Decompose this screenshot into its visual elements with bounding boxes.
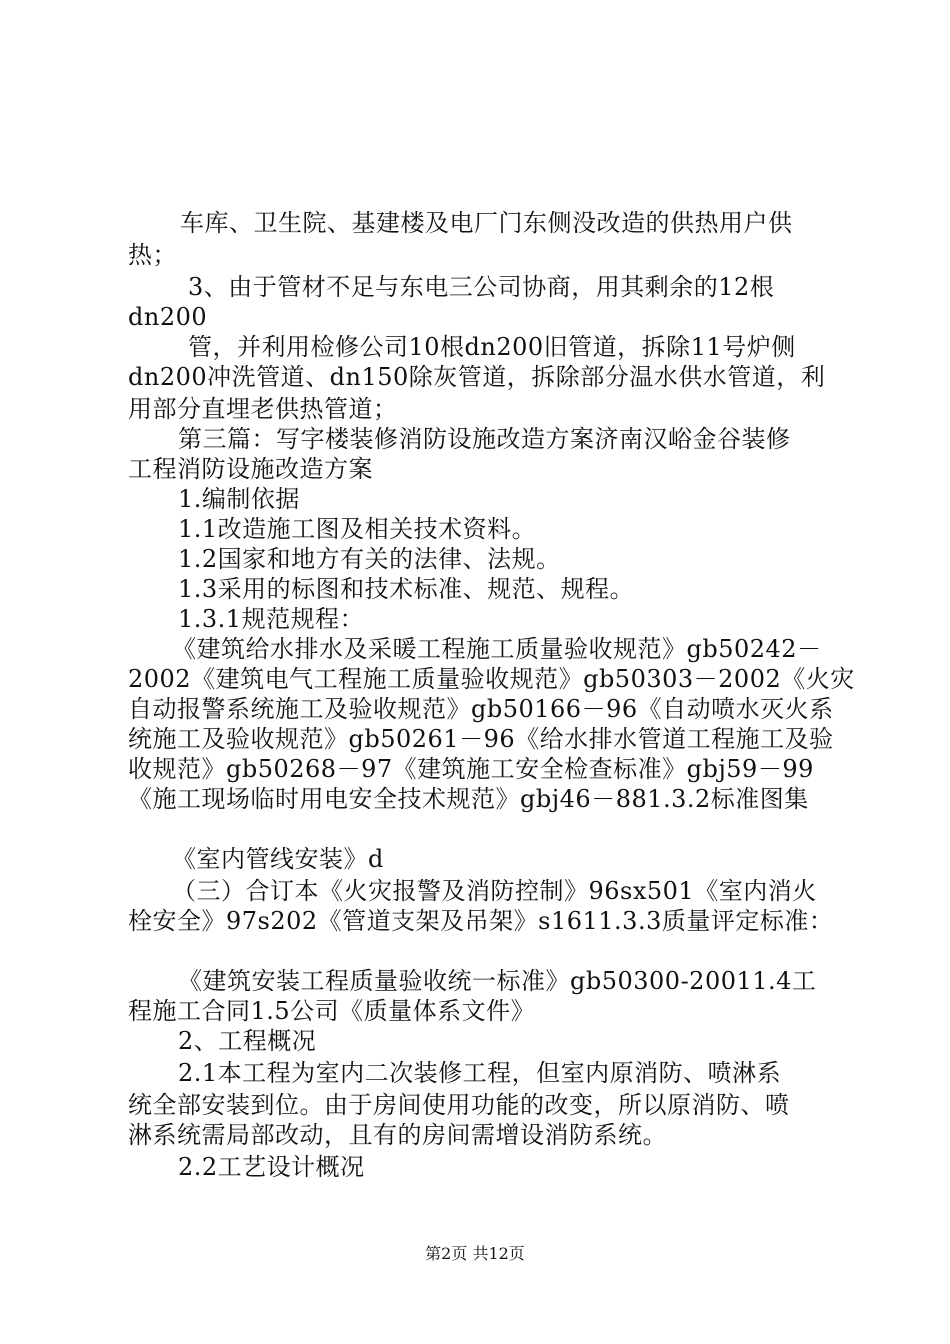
text-line: 《建筑安装工程质量验收统一标准》gb50300-20011.4工 <box>178 967 817 995</box>
text-line: 工程消防设施改造方案 <box>128 455 373 483</box>
text-line: 淋系统需局部改动，且有的房间需增设消防系统。 <box>128 1121 667 1149</box>
text-line: 程施工合同1.5公司《质量体系文件》 <box>128 997 536 1025</box>
text-line: 用部分直埋老供热管道； <box>128 395 398 423</box>
text-line: 2002《建筑电气工程施工质量验收规范》gb50303－2002《火灾 <box>128 665 855 693</box>
text-line: 2、工程概况 <box>178 1027 317 1055</box>
text-line: dn200 <box>128 303 208 331</box>
text-line: 热； <box>128 241 177 269</box>
text-line: 1.1改造施工图及相关技术资料。 <box>178 515 537 543</box>
text-line: 《建筑给水排水及采暖工程施工质量验收规范》gb50242－ <box>172 635 822 663</box>
text-line: 收规范》gb50268－97《建筑施工安全检查标准》gbj59－99 <box>128 755 814 783</box>
text-line: 1.3.1规范规程： <box>178 605 365 633</box>
text-line: 统全部安装到位。由于房间使用功能的改变，所以原消防、喷 <box>128 1091 790 1119</box>
text-line: 栓安全》97s202《管道支架及吊架》s1611.3.3质量评定标准： <box>128 907 834 935</box>
text-line: 3、由于管材不足与东电三公司协商，用其剩余的12根 <box>188 273 775 301</box>
text-line: 管，并利用检修公司10根dn200旧管道，拆除11号炉侧 <box>188 333 796 361</box>
text-line: 1.2国家和地方有关的法律、法规。 <box>178 545 561 573</box>
text-line: 2.1本工程为室内二次装修工程，但室内原消防、喷淋系 <box>178 1059 782 1087</box>
text-line: 1.编制依据 <box>178 485 300 513</box>
text-line: 《室内管线安装》d <box>172 845 384 873</box>
text-line: （三）合订本《火灾报警及消防控制》96sx501《室内消火 <box>172 877 817 905</box>
text-line: 自动报警系统施工及验收规范》gb50166－96《自动喷水灭火系 <box>128 695 834 723</box>
text-line: 2.2工艺设计概况 <box>178 1153 365 1181</box>
text-line: dn200冲洗管道、dn150除灰管道，拆除部分温水供水管道，利 <box>128 363 826 391</box>
page-number-footer: 第2页 共12页 <box>425 1244 525 1263</box>
text-line: 《施工现场临时用电安全技术规范》gbj46－881.3.2标准图集 <box>128 785 809 813</box>
text-line: 车库、卫生院、基建楼及电厂门东侧没改造的供热用户供 <box>180 209 793 237</box>
text-line: 第三篇：写字楼装修消防设施改造方案济南汉峪金谷装修 <box>178 425 791 453</box>
text-line: 1.3采用的标图和技术标准、规范、规程。 <box>178 575 635 603</box>
text-line: 统施工及验收规范》gb50261－96《给水排水管道工程施工及验 <box>128 725 834 753</box>
